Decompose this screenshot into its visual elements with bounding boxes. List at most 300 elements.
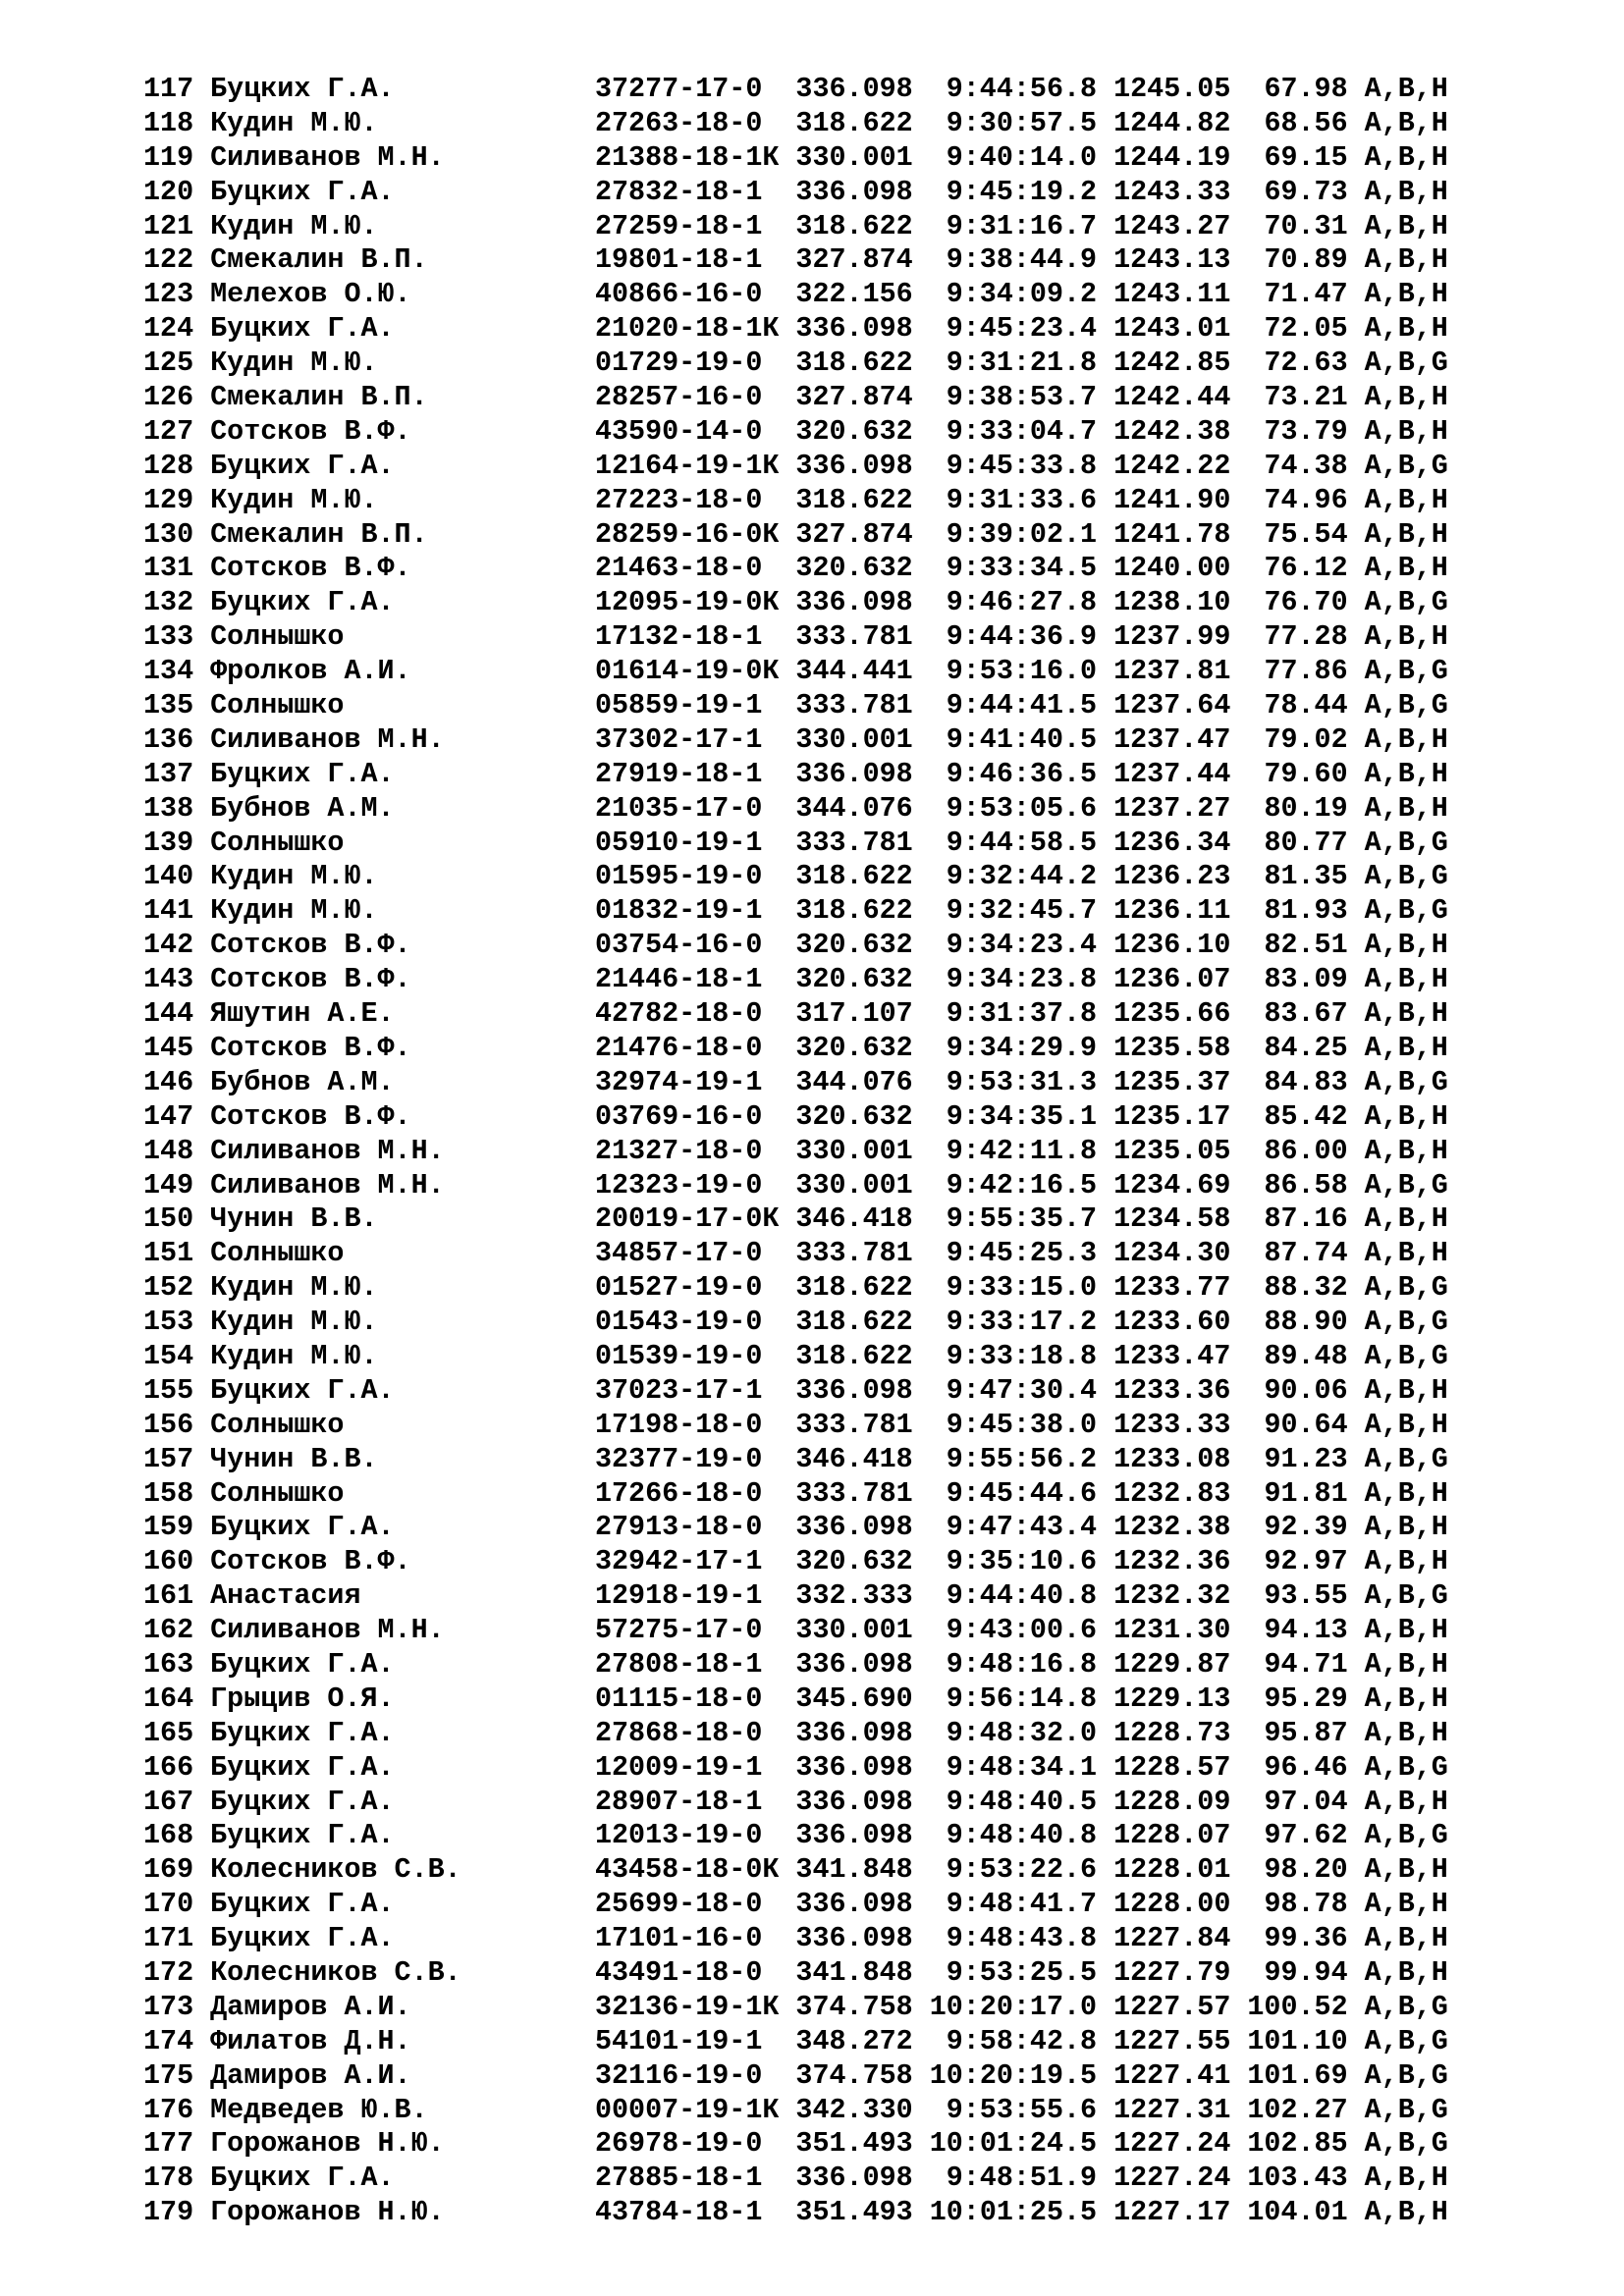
place-number: 147 [143,1099,194,1133]
category-flags: A,B,H [1364,517,1448,551]
place-number: 155 [143,1373,194,1407]
coefficient-value: 68.56 [1264,106,1348,139]
distance-km: 318.622 [795,106,913,139]
ring-number: 27913-18-0 [594,1511,763,1544]
table-row [143,1374,1465,1409]
category-flags: A,B,G [1364,1579,1448,1613]
category-flags: A,B,H [1364,1031,1448,1064]
ring-number: 21446-18-1 [594,963,763,996]
place-number: 135 [143,689,194,722]
speed-value: 1237.64 [1113,689,1231,722]
coefficient-value: 94.71 [1264,1647,1348,1681]
place-number: 128 [143,449,194,482]
speed-value: 1227.84 [1113,1922,1231,1955]
place-number: 142 [143,929,194,962]
arrival-time: 9:38:53.7 [946,381,1098,414]
place-number: 121 [143,209,194,242]
category-flags: A,B,H [1364,1785,1448,1818]
ring-number: 27223-18-0 [594,483,763,516]
table-row [143,2127,1465,2162]
arrival-time: 10:01:24.5 [929,2127,1098,2161]
table-row [143,73,1465,107]
fancier-name: Солнышко [210,689,345,722]
arrival-time: 9:48:40.5 [946,1785,1098,1818]
place-number: 145 [143,1031,194,1064]
table-row [143,415,1465,450]
distance-km: 320.632 [795,963,913,996]
place-number: 118 [143,106,194,139]
ring-number: 32136-19-1К [594,1990,780,2023]
coefficient-value: 99.94 [1264,1955,1348,1989]
ring-number: 17132-18-1 [594,620,763,654]
place-number: 154 [143,1339,194,1372]
ring-number: 03769-16-0 [594,1099,763,1133]
ring-number: 12323-19-0 [594,1168,763,1201]
arrival-time: 9:45:44.6 [946,1476,1098,1510]
ring-number: 54101-19-1 [594,2024,763,2057]
category-flags: A,B,H [1364,620,1448,654]
table-row [143,1443,1465,1477]
speed-value: 1241.90 [1113,483,1231,516]
ring-number: 12009-19-1 [594,1750,763,1784]
table-row [143,586,1465,620]
arrival-time: 9:35:10.6 [946,1545,1098,1578]
speed-value: 1233.47 [1113,1339,1231,1372]
place-number: 125 [143,347,194,380]
fancier-name: Кудин М.Ю. [210,1339,378,1372]
fancier-name: Буцких Г.А. [210,2162,395,2195]
category-flags: A,B,H [1364,997,1448,1031]
speed-value: 1231.30 [1113,1614,1231,1647]
speed-value: 1227.41 [1113,2058,1231,2092]
fancier-name: Буцких Г.А. [210,1647,395,1681]
speed-value: 1227.79 [1113,1955,1231,1989]
place-number: 148 [143,1134,194,1167]
distance-km: 320.632 [795,1099,913,1133]
table-row [143,1169,1465,1203]
arrival-time: 10:20:19.5 [929,2058,1098,2092]
fancier-name: Буцких Г.А. [210,449,395,482]
speed-value: 1229.13 [1113,1682,1231,1715]
arrival-time: 9:48:16.8 [946,1647,1098,1681]
fancier-name: Солнышко [210,1476,345,1510]
coefficient-value: 78.44 [1264,689,1348,722]
fancier-name: Сотсков В.Ф. [210,929,411,962]
fancier-name: Буцких Г.А. [210,175,395,208]
ring-number: 12095-19-0К [594,586,780,619]
speed-value: 1235.37 [1113,1065,1231,1098]
fancier-name: Дамиров А.И. [210,1990,411,2023]
table-row [143,1135,1465,1169]
distance-km: 351.493 [795,2127,913,2161]
fancier-name: Горожанов Н.Ю. [210,2127,445,2161]
distance-km: 344.076 [795,791,913,825]
distance-km: 333.781 [795,1408,913,1441]
place-number: 164 [143,1682,194,1715]
ring-number: 32942-17-1 [594,1545,763,1578]
coefficient-value: 81.35 [1264,860,1348,893]
place-number: 122 [143,243,194,277]
speed-value: 1242.38 [1113,414,1231,448]
arrival-time: 9:44:56.8 [946,73,1098,105]
category-flags: A,B,G [1364,2093,1448,2126]
category-flags: A,B,G [1364,2058,1448,2092]
place-number: 170 [143,1888,194,1921]
fancier-name: Филатов Д.Н. [210,2024,411,2057]
table-row [143,758,1465,792]
ring-number: 17198-18-0 [594,1408,763,1441]
distance-km: 344.441 [795,655,913,688]
fancier-name: Смекалин В.П. [210,243,428,277]
table-row [143,2094,1465,2128]
coefficient-value: 88.90 [1264,1306,1348,1339]
distance-km: 318.622 [795,1306,913,1339]
ring-number: 28257-16-0 [594,381,763,414]
speed-value: 1237.44 [1113,757,1231,790]
table-row [143,860,1465,894]
distance-km: 318.622 [795,347,913,380]
arrival-time: 9:55:56.2 [946,1442,1098,1475]
ring-number: 28259-16-0К [594,517,780,551]
arrival-time: 10:01:25.5 [929,2196,1098,2229]
speed-value: 1232.83 [1113,1476,1231,1510]
table-row [143,1991,1465,2025]
coefficient-value: 79.02 [1264,722,1348,756]
distance-km: 330.001 [795,1134,913,1167]
place-number: 140 [143,860,194,893]
table-row [143,1100,1465,1135]
place-number: 163 [143,1647,194,1681]
speed-value: 1243.11 [1113,278,1231,311]
table-row [143,552,1465,586]
fancier-name: Фролков А.И. [210,655,411,688]
fancier-name: Сотсков В.Ф. [210,1031,411,1064]
speed-value: 1235.17 [1113,1099,1231,1133]
ring-number: 12918-19-1 [594,1579,763,1613]
ring-number: 40866-16-0 [594,278,763,311]
ring-number: 17101-16-0 [594,1922,763,1955]
speed-value: 1234.30 [1113,1237,1231,1270]
place-number: 168 [143,1819,194,1852]
ring-number: 57275-17-0 [594,1614,763,1647]
place-number: 129 [143,483,194,516]
distance-km: 342.330 [795,2093,913,2126]
table-row [143,827,1465,861]
speed-value: 1233.33 [1113,1408,1231,1441]
distance-km: 346.418 [795,1442,913,1475]
category-flags: A,B,H [1364,1716,1448,1749]
place-number: 173 [143,1990,194,2023]
distance-km: 327.874 [795,517,913,551]
fancier-name: Сотсков В.Ф. [210,414,411,448]
arrival-time: 9:53:05.6 [946,791,1098,825]
coefficient-value: 70.89 [1264,243,1348,277]
category-flags: A,B,G [1364,1990,1448,2023]
results-table [143,73,1465,2230]
fancier-name: Мелехов О.Ю. [210,278,411,311]
fancier-name: Яшутин А.Е. [210,997,395,1031]
coefficient-value: 73.21 [1264,381,1348,414]
category-flags: A,B,H [1364,1511,1448,1544]
fancier-name: Солнышко [210,1408,345,1441]
ring-number: 21476-18-0 [594,1031,763,1064]
place-number: 132 [143,586,194,619]
distance-km: 330.001 [795,140,913,174]
fancier-name: Сотсков В.Ф. [210,1545,411,1578]
table-row [143,1409,1465,1443]
category-flags: A,B,G [1364,1168,1448,1201]
speed-value: 1244.82 [1113,106,1231,139]
arrival-time: 9:44:40.8 [946,1579,1098,1613]
place-number: 151 [143,1237,194,1270]
table-row [143,2025,1465,2059]
fancier-name: Солнышко [210,620,345,654]
category-flags: A,B,G [1364,347,1448,380]
place-number: 158 [143,1476,194,1510]
category-flags: A,B,G [1364,894,1448,928]
coefficient-value: 83.67 [1264,997,1348,1031]
place-number: 126 [143,381,194,414]
distance-km: 336.098 [795,2162,913,2195]
distance-km: 333.781 [795,620,913,654]
arrival-time: 9:46:27.8 [946,586,1098,619]
coefficient-value: 82.51 [1264,929,1348,962]
fancier-name: Силиванов М.Н. [210,1168,445,1201]
arrival-time: 9:40:14.0 [946,140,1098,174]
fancier-name: Бубнов А.М. [210,791,395,825]
place-number: 119 [143,140,194,174]
distance-km: 320.632 [795,1545,913,1578]
speed-value: 1228.01 [1113,1853,1231,1887]
table-row [143,723,1465,758]
place-number: 133 [143,620,194,654]
speed-value: 1234.58 [1113,1202,1231,1236]
distance-km: 320.632 [795,414,913,448]
category-flags: A,B,H [1364,757,1448,790]
speed-value: 1228.00 [1113,1888,1231,1921]
arrival-time: 9:48:43.8 [946,1922,1098,1955]
category-flags: A,B,H [1364,2162,1448,2195]
distance-km: 318.622 [795,1271,913,1305]
place-number: 149 [143,1168,194,1201]
speed-value: 1232.36 [1113,1545,1231,1578]
distance-km: 332.333 [795,1579,913,1613]
speed-value: 1227.57 [1113,1990,1231,2023]
ring-number: 21327-18-0 [594,1134,763,1167]
arrival-time: 9:34:29.9 [946,1031,1098,1064]
fancier-name: Буцких Г.А. [210,1922,395,1955]
table-row [143,1751,1465,1786]
arrival-time: 9:55:35.7 [946,1202,1098,1236]
ring-number: 34857-17-0 [594,1237,763,1270]
arrival-time: 9:34:23.8 [946,963,1098,996]
place-number: 130 [143,517,194,551]
coefficient-value: 104.01 [1247,2196,1348,2229]
arrival-time: 9:33:15.0 [946,1271,1098,1305]
arrival-time: 9:48:41.7 [946,1888,1098,1921]
place-number: 156 [143,1408,194,1441]
speed-value: 1236.11 [1113,894,1231,928]
category-flags: A,B,H [1364,1202,1448,1236]
fancier-name: Кудин М.Ю. [210,1271,378,1305]
place-number: 139 [143,826,194,859]
coefficient-value: 85.42 [1264,1099,1348,1133]
speed-value: 1236.23 [1113,860,1231,893]
ring-number: 25699-18-0 [594,1888,763,1921]
coefficient-value: 76.12 [1264,552,1348,585]
category-flags: A,B,G [1364,1819,1448,1852]
table-row [143,894,1465,929]
arrival-time: 9:56:14.8 [946,1682,1098,1715]
category-flags: A,B,H [1364,1922,1448,1955]
arrival-time: 9:33:34.5 [946,552,1098,585]
ring-number: 01543-19-0 [594,1306,763,1339]
fancier-name: Буцких Г.А. [210,73,395,105]
fancier-name: Буцких Г.А. [210,1785,395,1818]
ring-number: 19801-18-1 [594,243,763,277]
arrival-time: 9:34:09.2 [946,278,1098,311]
fancier-name: Буцких Г.А. [210,1373,395,1407]
place-number: 152 [143,1271,194,1305]
arrival-time: 9:33:17.2 [946,1306,1098,1339]
category-flags: A,B,H [1364,381,1448,414]
coefficient-value: 72.05 [1264,312,1348,346]
category-flags: A,B,H [1364,929,1448,962]
arrival-time: 9:39:02.1 [946,517,1098,551]
ring-number: 00007-19-1К [594,2093,780,2126]
fancier-name: Грыцив О.Я. [210,1682,395,1715]
fancier-name: Кудин М.Ю. [210,347,378,380]
category-flags: A,B,G [1364,1750,1448,1784]
distance-km: 341.848 [795,1955,913,1989]
arrival-time: 9:45:19.2 [946,175,1098,208]
speed-value: 1227.24 [1113,2162,1231,2195]
ring-number: 26978-19-0 [594,2127,763,2161]
arrival-time: 9:30:57.5 [946,106,1098,139]
table-row [143,792,1465,827]
ring-number: 01595-19-0 [594,860,763,893]
arrival-time: 9:47:30.4 [946,1373,1098,1407]
category-flags: A,B,H [1364,791,1448,825]
arrival-time: 9:32:44.2 [946,860,1098,893]
speed-value: 1243.27 [1113,209,1231,242]
distance-km: 318.622 [795,860,913,893]
distance-km: 322.156 [795,278,913,311]
ring-number: 43491-18-0 [594,1955,763,1989]
coefficient-value: 92.97 [1264,1545,1348,1578]
fancier-name: Смекалин В.П. [210,517,428,551]
coefficient-value: 99.36 [1264,1922,1348,1955]
table-row [143,312,1465,347]
coefficient-value: 67.98 [1264,73,1348,105]
table-row [143,347,1465,381]
category-flags: A,B,G [1364,655,1448,688]
fancier-name: Буцких Г.А. [210,1716,395,1749]
place-number: 127 [143,414,194,448]
table-row [143,1306,1465,1340]
distance-km: 333.781 [795,1476,913,1510]
speed-value: 1232.38 [1113,1511,1231,1544]
table-row [143,381,1465,415]
fancier-name: Кудин М.Ю. [210,860,378,893]
arrival-time: 9:44:36.9 [946,620,1098,654]
fancier-name: Чунин В.В. [210,1202,378,1236]
coefficient-value: 101.69 [1247,2058,1348,2092]
distance-km: 318.622 [795,1339,913,1372]
table-row [143,484,1465,518]
coefficient-value: 83.09 [1264,963,1348,996]
table-row [143,1237,1465,1271]
speed-value: 1227.55 [1113,2024,1231,2057]
table-row [143,1786,1465,1820]
ring-number: 01115-18-0 [594,1682,763,1715]
ring-number: 01832-19-1 [594,894,763,928]
place-number: 169 [143,1853,194,1887]
ring-number: 05859-19-1 [594,689,763,722]
table-row [143,620,1465,655]
category-flags: A,B,H [1364,1888,1448,1921]
table-row [143,1853,1465,1888]
coefficient-value: 102.85 [1247,2127,1348,2161]
place-number: 124 [143,312,194,346]
ring-number: 03754-16-0 [594,929,763,962]
coefficient-value: 73.79 [1264,414,1348,448]
distance-km: 336.098 [795,1716,913,1749]
arrival-time: 9:31:37.8 [946,997,1098,1031]
coefficient-value: 74.96 [1264,483,1348,516]
fancier-name: Буцких Г.А. [210,1511,395,1544]
category-flags: A,B,H [1364,312,1448,346]
category-flags: A,B,H [1364,209,1448,242]
distance-km: 317.107 [795,997,913,1031]
coefficient-value: 102.27 [1247,2093,1348,2126]
speed-value: 1236.34 [1113,826,1231,859]
arrival-time: 9:46:36.5 [946,757,1098,790]
coefficient-value: 103.43 [1247,2162,1348,2195]
fancier-name: Колесников С.В. [210,1853,461,1887]
distance-km: 318.622 [795,209,913,242]
place-number: 167 [143,1785,194,1818]
ring-number: 32116-19-0 [594,2058,763,2092]
coefficient-value: 76.70 [1264,586,1348,619]
arrival-time: 9:34:23.4 [946,929,1098,962]
arrival-time: 9:48:40.8 [946,1819,1098,1852]
arrival-time: 9:31:16.7 [946,209,1098,242]
speed-value: 1234.69 [1113,1168,1231,1201]
coefficient-value: 71.47 [1264,278,1348,311]
category-flags: A,B,G [1364,1271,1448,1305]
place-number: 174 [143,2024,194,2057]
arrival-time: 9:43:00.6 [946,1614,1098,1647]
place-number: 172 [143,1955,194,1989]
category-flags: A,B,H [1364,106,1448,139]
place-number: 178 [143,2162,194,2195]
table-row [143,243,1465,278]
table-row [143,141,1465,176]
table-row [143,1032,1465,1066]
fancier-name: Буцких Г.А. [210,757,395,790]
coefficient-value: 80.77 [1264,826,1348,859]
category-flags: A,B,H [1364,1373,1448,1407]
speed-value: 1242.22 [1113,449,1231,482]
place-number: 161 [143,1579,194,1613]
arrival-time: 9:48:34.1 [946,1750,1098,1784]
table-row [143,278,1465,312]
ring-number: 37302-17-1 [594,722,763,756]
ring-number: 20019-17-0К [594,1202,780,1236]
fancier-name: Солнышко [210,1237,345,1270]
speed-value: 1235.05 [1113,1134,1231,1167]
